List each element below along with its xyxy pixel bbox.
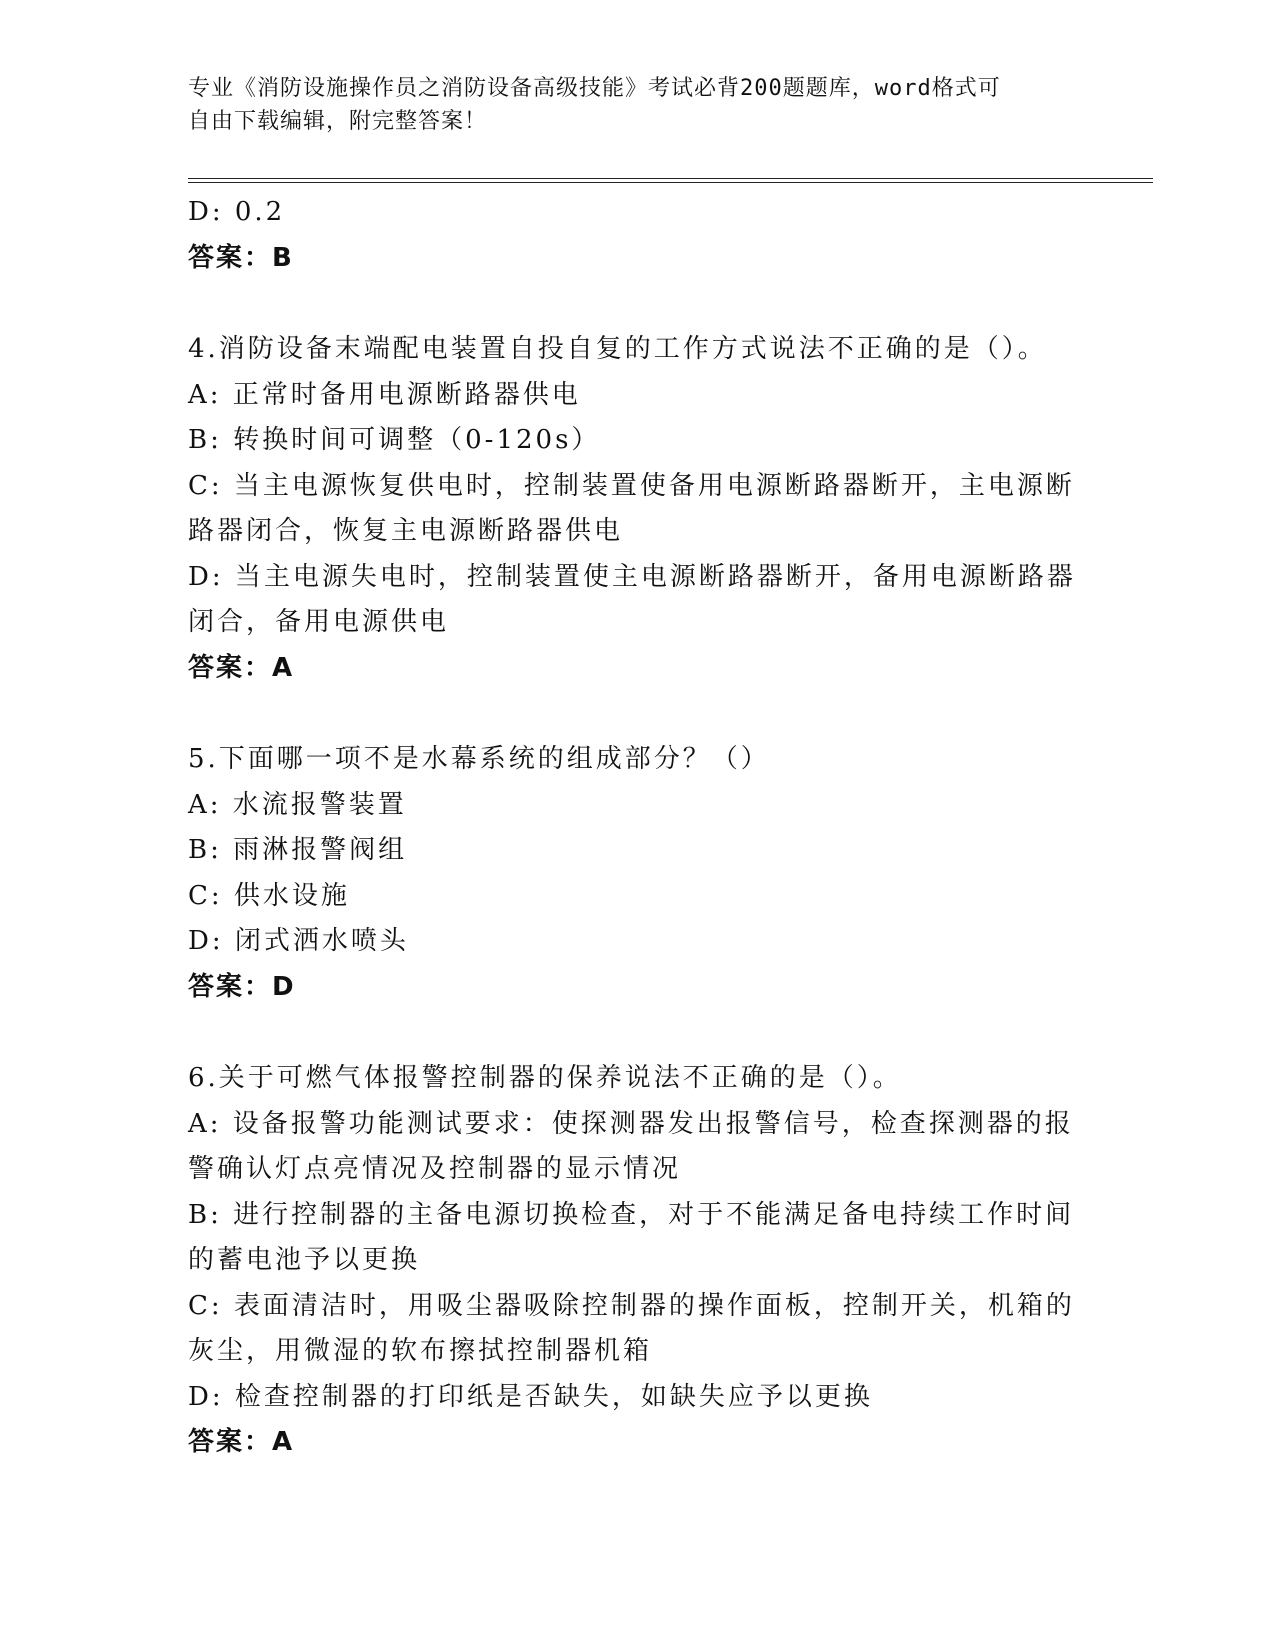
option-text: C: 供水设施 [188, 880, 350, 911]
option-c [188, 874, 1088, 920]
spacer [188, 281, 1088, 327]
prev-answer: 答案：B [188, 242, 294, 273]
question-5 [188, 737, 1088, 1010]
option-text: D: 检查控制器的打印纸是否缺失，如缺失应予以更换 [188, 1381, 873, 1412]
option-text-cont: 路器闭合，恢复主电源断路器供电 [188, 516, 624, 546]
option-a [188, 1102, 1088, 1193]
option-text: A: 设备报警功能测试要求：使探测器发出报警信号，检查探测器的报 [188, 1108, 1074, 1139]
spacer [188, 1010, 1088, 1056]
question-4 [188, 327, 1088, 691]
question-stem: 4.消防设备末端配电装置自投自复的工作方式说法不正确的是（）。 [188, 334, 1047, 364]
option-c [188, 1284, 1088, 1375]
question-6 [188, 1056, 1088, 1466]
option-c [188, 464, 1088, 555]
option-text: B: 进行控制器的主备电源切换检查，对于不能满足备电持续工作时间 [188, 1199, 1075, 1230]
option-text: B: 雨淋报警阀组 [188, 835, 408, 865]
option-text: A: 水流报警装置 [188, 789, 407, 820]
option-d [188, 555, 1088, 646]
header-line-2: 自由下载编辑，附完整答案！ [188, 109, 488, 134]
option-b [188, 418, 1088, 464]
question-answer: 答案：A [188, 652, 295, 683]
option-d [188, 1375, 1088, 1421]
option-text-cont: 警确认灯点亮情况及控制器的显示情况 [188, 1154, 682, 1184]
option-text-cont: 的蓄电池予以更换 [188, 1245, 421, 1275]
option-a [188, 373, 1088, 419]
option-text: A: 正常时备用电源断路器供电 [188, 379, 581, 410]
question-stem: 6.关于可燃气体报警控制器的保养说法不正确的是（）。 [188, 1063, 902, 1093]
option-text-cont: 灰尘，用微湿的软布擦拭控制器机箱 [188, 1336, 653, 1366]
spacer [188, 691, 1088, 737]
document-body [188, 190, 1088, 1466]
header-line-1: 专业《消防设施操作员之消防设备高级技能》考试必背200题题库，word格式可 [188, 76, 1001, 101]
option-text: C: 当主电源恢复供电时，控制装置使备用电源断路器断开，主电源断 [188, 470, 1075, 501]
option-text: D: 闭式洒水喷头 [188, 926, 409, 956]
prev-option-d: D: 0.2 [188, 197, 286, 227]
page-header [188, 72, 1068, 138]
option-text: D: 当主电源失电时，控制装置使主电源断路器断开，备用电源断路器 [188, 561, 1076, 592]
question-answer: 答案：D [188, 971, 296, 1002]
option-text: C: 表面清洁时，用吸尘器吸除控制器的操作面板，控制开关，机箱的 [188, 1290, 1075, 1321]
option-text-cont: 闭合，备用电源供电 [188, 607, 450, 637]
question-stem: 5.下面哪一项不是水幕系统的组成部分？（） [188, 744, 770, 774]
option-d [188, 919, 1088, 965]
question-answer: 答案：A [188, 1427, 295, 1457]
header-divider [188, 178, 1153, 183]
option-b [188, 1193, 1088, 1284]
option-text: B: 转换时间可调整（0-120s） [188, 425, 601, 455]
option-b [188, 828, 1088, 874]
option-a [188, 783, 1088, 829]
